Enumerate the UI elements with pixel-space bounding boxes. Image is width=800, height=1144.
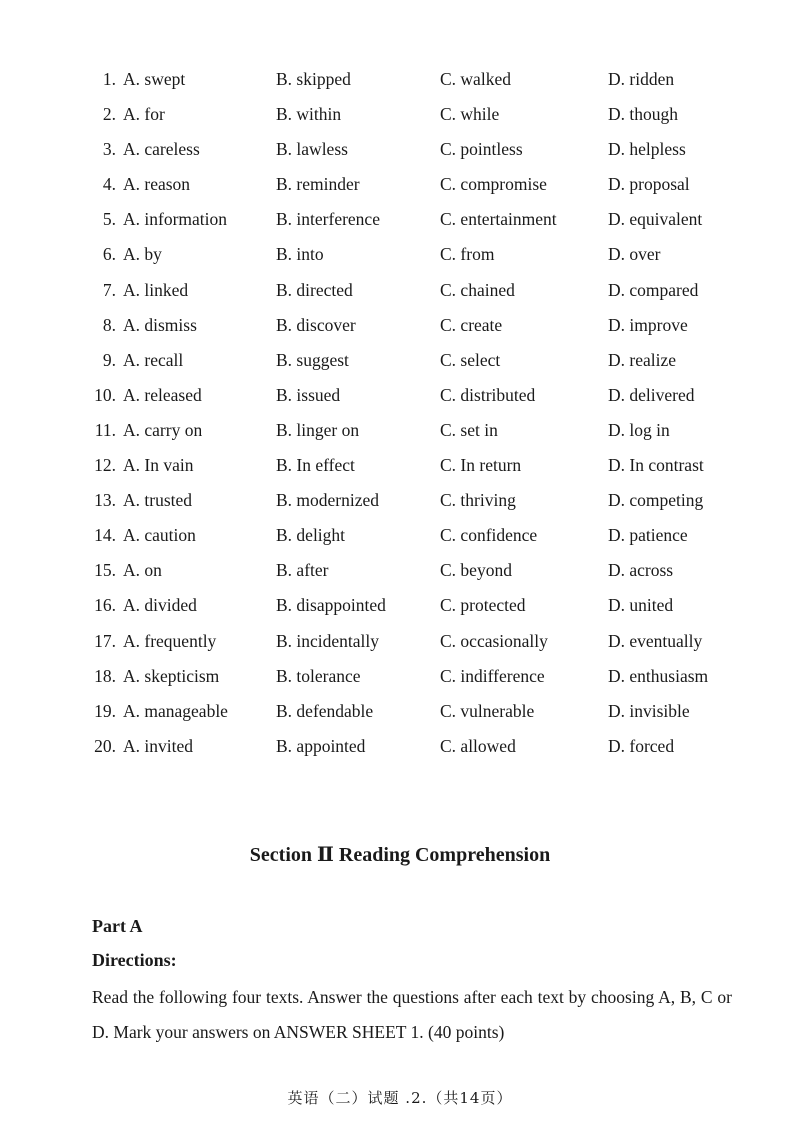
option-c: C. In return xyxy=(440,455,522,476)
question-row xyxy=(0,132,800,167)
option-d: D. ridden xyxy=(608,69,675,89)
question-number: 9. xyxy=(102,349,116,370)
option-b: B. lawless xyxy=(276,139,348,160)
question-row xyxy=(0,588,800,623)
option-b: B. linger on xyxy=(276,419,360,440)
option-a: A. released xyxy=(123,384,202,405)
question-row xyxy=(0,378,800,413)
option-a: A. invited xyxy=(123,735,193,756)
option-d: D. delivered xyxy=(608,384,695,405)
option-c: C. vulnerable xyxy=(440,700,535,721)
option-c: C. from xyxy=(440,244,495,265)
option-a: A. linked xyxy=(123,279,189,300)
option-a: A. recall xyxy=(123,349,184,370)
option-a: A. caution xyxy=(123,525,196,546)
option-a: A. trusted xyxy=(123,490,193,511)
option-d: D. enthusiasm xyxy=(608,665,709,686)
question-row xyxy=(0,273,800,308)
question-row xyxy=(0,308,800,343)
option-b: B. interference xyxy=(276,209,380,230)
option-a: A. carry on xyxy=(123,419,203,440)
question-number: 1. xyxy=(102,69,116,89)
option-b: B. discover xyxy=(276,314,356,335)
question-row xyxy=(0,483,800,518)
option-c: C. protected xyxy=(440,595,526,616)
option-c: C. pointless xyxy=(440,139,523,160)
question-number: 2. xyxy=(102,104,116,125)
question-row xyxy=(0,448,800,483)
question-number: 18. xyxy=(94,665,116,686)
option-a: A. divided xyxy=(123,595,197,616)
option-d: D. eventually xyxy=(608,630,703,651)
question-row xyxy=(0,624,800,659)
question-row xyxy=(0,167,800,202)
option-b: B. disappointed xyxy=(276,595,386,616)
option-b: B. issued xyxy=(276,384,341,405)
option-d: D. united xyxy=(608,595,674,616)
option-c: C. set in xyxy=(440,419,498,440)
option-a: A. information xyxy=(123,209,228,230)
option-d: D. In contrast xyxy=(608,455,704,476)
option-c: C. indifference xyxy=(440,665,545,686)
option-a: A. reason xyxy=(123,174,191,195)
option-c: C. beyond xyxy=(440,560,512,581)
option-c: C. thriving xyxy=(440,490,516,511)
question-row xyxy=(0,694,800,729)
option-b: B. modernized xyxy=(276,490,380,511)
option-a: A. careless xyxy=(123,139,200,160)
question-number: 13. xyxy=(94,490,116,511)
option-d: D. forced xyxy=(608,735,675,756)
option-b: B. tolerance xyxy=(276,665,361,686)
option-d: D. though xyxy=(608,104,678,125)
option-d: D. proposal xyxy=(608,174,690,195)
question-row xyxy=(0,97,800,132)
option-a: A. by xyxy=(123,244,162,265)
question-number: 4. xyxy=(102,174,116,195)
option-b: B. within xyxy=(276,104,342,125)
option-d: D. compared xyxy=(608,279,699,300)
question-row xyxy=(0,729,800,764)
question-number: 11. xyxy=(94,419,116,440)
option-c: C. allowed xyxy=(440,735,516,756)
option-b: B. suggest xyxy=(276,349,349,370)
question-number: 5. xyxy=(102,209,116,230)
answer-options-list xyxy=(0,62,800,764)
question-number: 19. xyxy=(94,700,116,721)
question-number: 10. xyxy=(94,384,116,405)
option-a: A. swept xyxy=(123,69,186,89)
question-row xyxy=(0,202,800,237)
option-b: B. delight xyxy=(276,525,346,546)
option-c: C. create xyxy=(440,314,503,335)
option-b: B. defendable xyxy=(276,700,374,721)
option-b: B. into xyxy=(276,244,324,265)
question-row xyxy=(0,553,800,588)
option-c: C. while xyxy=(440,104,500,125)
option-d: D. invisible xyxy=(608,700,690,721)
option-d: D. realize xyxy=(608,349,677,370)
question-row xyxy=(0,518,800,553)
page-footer: 英语（二）试题 .2.（共14页） xyxy=(287,1089,513,1107)
option-a: A. frequently xyxy=(123,630,217,651)
option-b: B. skipped xyxy=(276,69,351,89)
option-c: C. occasionally xyxy=(440,630,548,651)
section-title: Section Ⅱ Reading Comprehension xyxy=(249,844,551,866)
question-number: 6. xyxy=(102,244,116,265)
option-b: B. after xyxy=(276,560,329,581)
option-d: D. over xyxy=(608,244,661,265)
option-c: C. select xyxy=(440,349,501,370)
question-row xyxy=(0,659,800,694)
option-c: C. walked xyxy=(440,69,511,89)
directions-text: Read the following four texts. Answer the questions after each text by choosing A, B, C or D. Mark your answers on ANSWER SHEET 1. (40 points) xyxy=(92,987,732,1042)
option-b: B. directed xyxy=(276,279,353,300)
option-c: C. chained xyxy=(440,279,515,300)
option-b: B. reminder xyxy=(276,174,360,195)
option-c: C. distributed xyxy=(440,384,536,405)
option-d: D. helpless xyxy=(608,139,686,160)
option-a: A. for xyxy=(123,104,165,125)
question-number: 16. xyxy=(94,595,116,616)
question-number: 12. xyxy=(94,455,116,476)
question-number: 15. xyxy=(94,560,116,581)
question-number: 17. xyxy=(94,630,116,651)
option-d: D. competing xyxy=(608,490,704,511)
question-number: 3. xyxy=(102,139,116,160)
question-number: 20. xyxy=(94,735,116,756)
option-c: C. compromise xyxy=(440,174,547,195)
question-row xyxy=(0,413,800,448)
question-number: 8. xyxy=(102,314,116,335)
question-row xyxy=(0,237,800,272)
option-d: D. patience xyxy=(608,525,688,546)
question-row xyxy=(0,343,800,378)
option-c: C. confidence xyxy=(440,525,538,546)
directions-label: Directions: xyxy=(92,950,177,970)
question-number: 14. xyxy=(94,525,116,546)
option-c: C. entertainment xyxy=(440,209,557,230)
option-d: D. improve xyxy=(608,314,688,335)
option-a: A. on xyxy=(123,560,162,581)
question-number: 7. xyxy=(102,279,116,300)
option-b: B. In effect xyxy=(276,455,355,476)
option-d: D. across xyxy=(608,560,674,581)
option-b: B. appointed xyxy=(276,735,366,756)
option-d: D. equivalent xyxy=(608,209,703,230)
option-a: A. dismiss xyxy=(123,314,197,335)
option-b: B. incidentally xyxy=(276,630,380,651)
part-title: Part A xyxy=(92,916,143,936)
question-row xyxy=(0,62,800,97)
option-a: A. In vain xyxy=(123,455,194,476)
option-d: D. log in xyxy=(608,419,670,440)
option-a: A. manageable xyxy=(123,700,228,721)
option-a: A. skepticism xyxy=(123,665,220,686)
